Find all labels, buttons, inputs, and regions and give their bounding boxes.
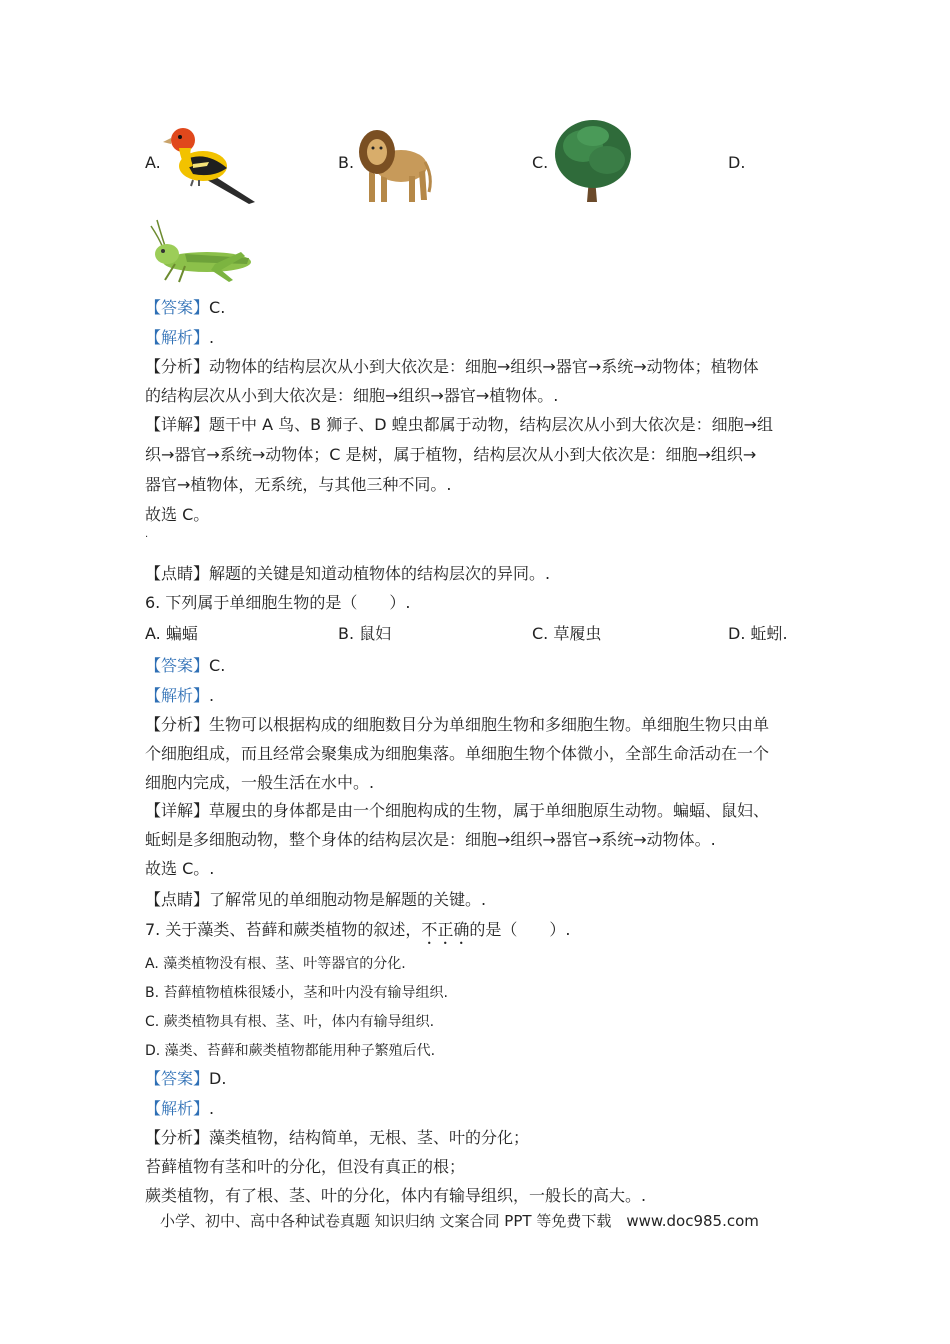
q5-dianjing xyxy=(145,563,550,585)
answer-value: C. xyxy=(209,298,226,317)
q6-stem: 6. 下列属于单细胞生物的是（ ）. xyxy=(145,593,411,612)
bird-icon xyxy=(163,122,263,206)
page-footer: 小学、初中、高中各种试卷真题 知识归纳 文案合同 PPT 等免费下载 www.doc985.com xyxy=(160,1212,759,1230)
answer-tag: 【答案】 xyxy=(145,298,210,317)
option-a-label: A. xyxy=(145,153,161,172)
q7-fenxi-line-1 xyxy=(145,1127,529,1149)
answer-tag: 【答案】 xyxy=(145,1069,210,1088)
fenxi-tag: 【分析】 xyxy=(145,1128,210,1147)
q6-answer-line xyxy=(145,655,225,677)
stray-dot: · xyxy=(145,532,149,543)
dianjing-tag: 【点睛】 xyxy=(145,564,210,583)
q6-fenxi-line-2: 个细胞组成，而且经常会聚集成为细胞集落。单细胞生物个体微小，全部生命活动在一个 xyxy=(145,744,770,763)
q7-stem xyxy=(145,919,570,948)
tree-icon xyxy=(553,116,633,204)
q6-option-a: A. 蝙蝠 xyxy=(145,624,198,643)
q7-stem-pre: 7. 关于藻类、苔藓和蕨类植物的叙述， xyxy=(145,920,422,939)
q5-xiangjie-line-2: 织→器官→系统→动物体；C 是树，属于植物，结构层次从小到大依次是：细胞→组织→ xyxy=(145,445,757,464)
q5-xiangjie-line-3: 器官→植物体，无系统，与其他三种不同。. xyxy=(145,475,452,494)
q5-answer-line xyxy=(145,297,225,319)
option-c-label: C. xyxy=(532,153,549,172)
q6-dianjing xyxy=(145,889,486,911)
q6-analysis-line xyxy=(145,685,214,707)
xiangjie-text: 题干中 A 鸟、B 狮子、D 蝗虫都属于动物，结构层次从小到大依次是：细胞→组 xyxy=(209,415,774,434)
q7-option-a: A. 藻类植物没有根、茎、叶等器官的分化. xyxy=(145,956,406,972)
fenxi-tag: 【分析】 xyxy=(145,357,210,376)
q7-option-d: D. 藻类、苔藓和蕨类植物都能用种子繁殖后代. xyxy=(145,1043,436,1059)
fenxi-text: 动物体的结构层次从小到大依次是：细胞→组织→器官→系统→动物体；植物体 xyxy=(209,357,759,376)
dianjing-text: 解题的关键是知道动植物体的结构层次的异同。. xyxy=(209,564,551,583)
q7-stem-emphasis: 不正确 xyxy=(421,920,470,939)
q5-choose: 故选 C。 xyxy=(145,505,210,524)
q6-fenxi-line-1 xyxy=(145,714,769,736)
q7-option-b: B. 苔藓植物植株很矮小，茎和叶内没有输导组织. xyxy=(145,985,448,1001)
q7-answer-line xyxy=(145,1068,226,1090)
q6-xiangjie-line-2: 蚯蚓是多细胞动物，整个身体的结构层次是：细胞→组织→器官→系统→动物体。. xyxy=(145,830,716,849)
option-b-label: B. xyxy=(338,153,355,172)
xiangjie-tag: 【详解】 xyxy=(145,415,210,434)
fenxi-text: 生物可以根据构成的细胞数目分为单细胞生物和多细胞生物。单细胞生物只由单 xyxy=(209,715,770,734)
q6-option-c: C. 草履虫 xyxy=(532,624,602,643)
q6-xiangjie-line-1 xyxy=(145,800,769,822)
answer-tag: 【答案】 xyxy=(145,656,210,675)
analysis-tail: . xyxy=(209,1099,215,1118)
q7-fenxi-line-2: 苔藓植物有茎和叶的分化，但没有真正的根； xyxy=(145,1157,466,1176)
analysis-tag: 【解析】 xyxy=(145,1099,210,1118)
fenxi-tag: 【分析】 xyxy=(145,715,210,734)
answer-value: D. xyxy=(209,1069,227,1088)
q6-option-b: B. 鼠妇 xyxy=(338,624,392,643)
q5-fenxi-line-2: 的结构层次从小到大依次是：细胞→组织→器官→植物体。. xyxy=(145,386,559,405)
lion-icon xyxy=(357,122,433,206)
analysis-tail: . xyxy=(209,328,215,347)
analysis-tag: 【解析】 xyxy=(145,328,210,347)
xiangjie-tag: 【详解】 xyxy=(145,801,210,820)
answer-value: C. xyxy=(209,656,226,675)
q5-xiangjie-line-1 xyxy=(145,414,773,436)
q7-fenxi-line-3: 蕨类植物，有了根、茎、叶的分化，体内有输导组织，一般长的高大。. xyxy=(145,1186,647,1205)
xiangjie-text: 草履虫的身体都是由一个细胞构成的生物，属于单细胞原生动物。蝙蝠、鼠妇、 xyxy=(209,801,770,820)
q7-stem-post: 的是（ ）. xyxy=(469,920,571,939)
dianjing-text: 了解常见的单细胞动物是解题的关键。. xyxy=(209,890,487,909)
fenxi-text: 藻类植物，结构简单，无根、茎、叶的分化； xyxy=(209,1128,530,1147)
q6-choose: 故选 C。. xyxy=(145,859,215,878)
analysis-tag: 【解析】 xyxy=(145,686,210,705)
option-d-label: D. xyxy=(728,153,746,172)
analysis-tail: . xyxy=(209,686,215,705)
q6-fenxi-line-3: 细胞内完成，一般生活在水中。. xyxy=(145,773,375,792)
q7-option-c: C. 蕨类植物具有根、茎、叶，体内有输导组织. xyxy=(145,1014,435,1030)
q5-fenxi-line-1 xyxy=(145,356,759,378)
q6-option-d: D. 蚯蚓. xyxy=(728,624,788,643)
q7-analysis-line xyxy=(145,1098,214,1120)
q5-analysis-line xyxy=(145,327,214,349)
grasshopper-icon xyxy=(145,218,255,288)
dianjing-tag: 【点睛】 xyxy=(145,890,210,909)
